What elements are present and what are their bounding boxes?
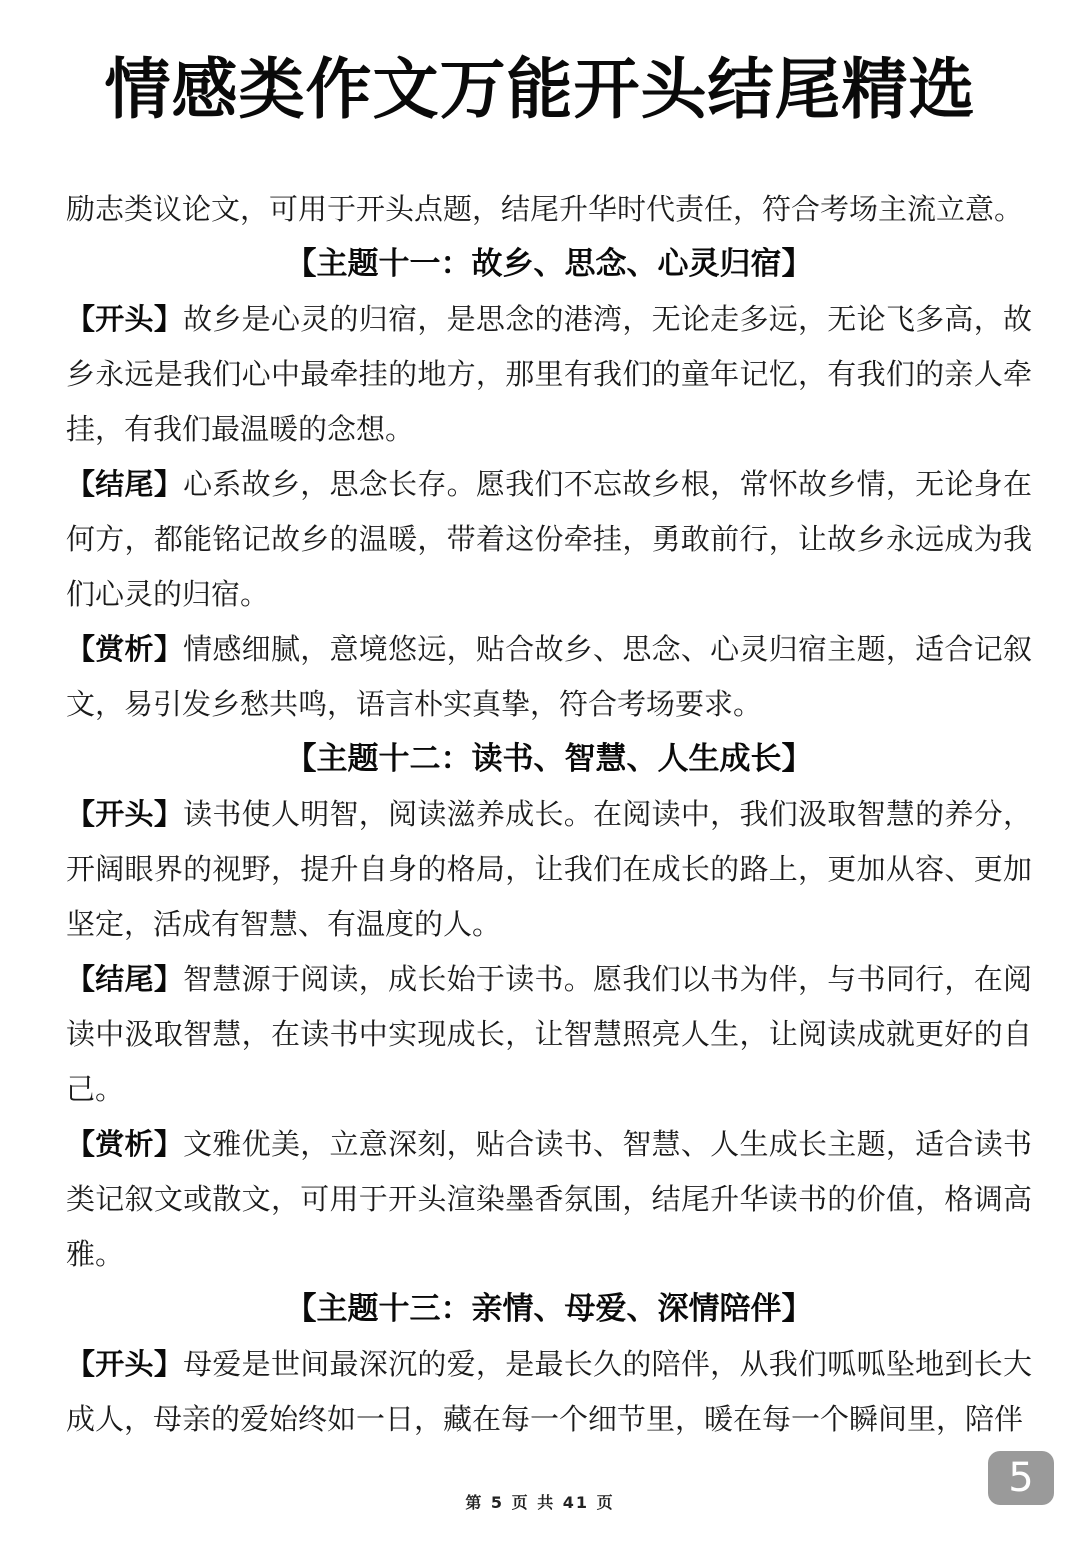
review-paragraph	[66, 1117, 1032, 1282]
opening-text: 读书使人明智，阅读滋养成长。在阅读中，我们汲取智慧的养分，开阔眼界的视野，提升自身的格局，让我们在成长的路上，更加从容、更加坚定，活成有智慧、有温度的人。	[66, 797, 1032, 941]
intro-paragraph: 励志类议论文，可用于开头点题，结尾升华时代责任，符合考场主流立意。	[66, 192, 1024, 226]
review-text: 文雅优美，立意深刻，贴合读书、智慧、人生成长主题，适合读书类记叙文或散文，可用于开头渲染墨香氛围，结尾升华读书的价值，格调高雅。	[66, 1127, 1032, 1271]
closing-label: 【结尾】	[66, 962, 184, 996]
closing-paragraph	[66, 952, 1032, 1117]
closing-paragraph	[66, 457, 1032, 622]
opening-text: 母爱是世间最深沉的爱，是最长久的陪伴，从我们呱呱坠地到长大成人，母亲的爱始终如一日，藏在每一个细节里，暖在每一个瞬间里，陪伴	[66, 1347, 1032, 1436]
opening-text: 故乡是心灵的归宿，是思念的港湾，无论走多远，无论飞多高，故乡永远是我们心中最牵挂的地方，那里有我们的童年记忆，有我们的亲人牵挂，有我们最温暖的念想。	[66, 302, 1032, 446]
theme-heading: 【主题十三：亲情、母爱、深情陪伴】	[285, 1291, 813, 1327]
page-footer: 第 5 页 共 41 页	[465, 1493, 615, 1512]
opening-paragraph	[66, 1337, 1032, 1447]
opening-paragraph	[66, 292, 1032, 457]
closing-text: 心系故乡，思念长存。愿我们不忘故乡根，常怀故乡情，无论身在何方，都能铭记故乡的温暖，带着这份牵挂，勇敢前行，让故乡永远成为我们心灵的归宿。	[66, 467, 1032, 611]
opening-paragraph	[66, 787, 1032, 952]
page-title: 情感类作文万能开头结尾精选	[104, 51, 976, 128]
review-label: 【赏析】	[66, 632, 184, 666]
opening-label: 【开头】	[66, 302, 184, 336]
review-text: 情感细腻，意境悠远，贴合故乡、思念、心灵归宿主题，适合记叙文，易引发乡愁共鸣，语言朴实真挚，符合考场要求。	[66, 632, 1032, 721]
opening-label: 【开头】	[66, 1347, 184, 1381]
closing-text: 智慧源于阅读，成长始于读书。愿我们以书为伴，与书同行，在阅读中汲取智慧，在读书中实现成长，让智慧照亮人生，让阅读成就更好的自己。	[66, 962, 1032, 1106]
theme-heading: 【主题十二：读书、智慧、人生成长】	[285, 741, 813, 777]
theme-heading: 【主题十一：故乡、思念、心灵归宿】	[285, 246, 813, 282]
review-paragraph	[66, 622, 1032, 732]
opening-label: 【开头】	[66, 797, 184, 831]
review-label: 【赏析】	[66, 1127, 184, 1161]
document-body	[66, 182, 1032, 1447]
closing-label: 【结尾】	[66, 467, 184, 501]
page-number-badge: 5	[988, 1451, 1054, 1505]
